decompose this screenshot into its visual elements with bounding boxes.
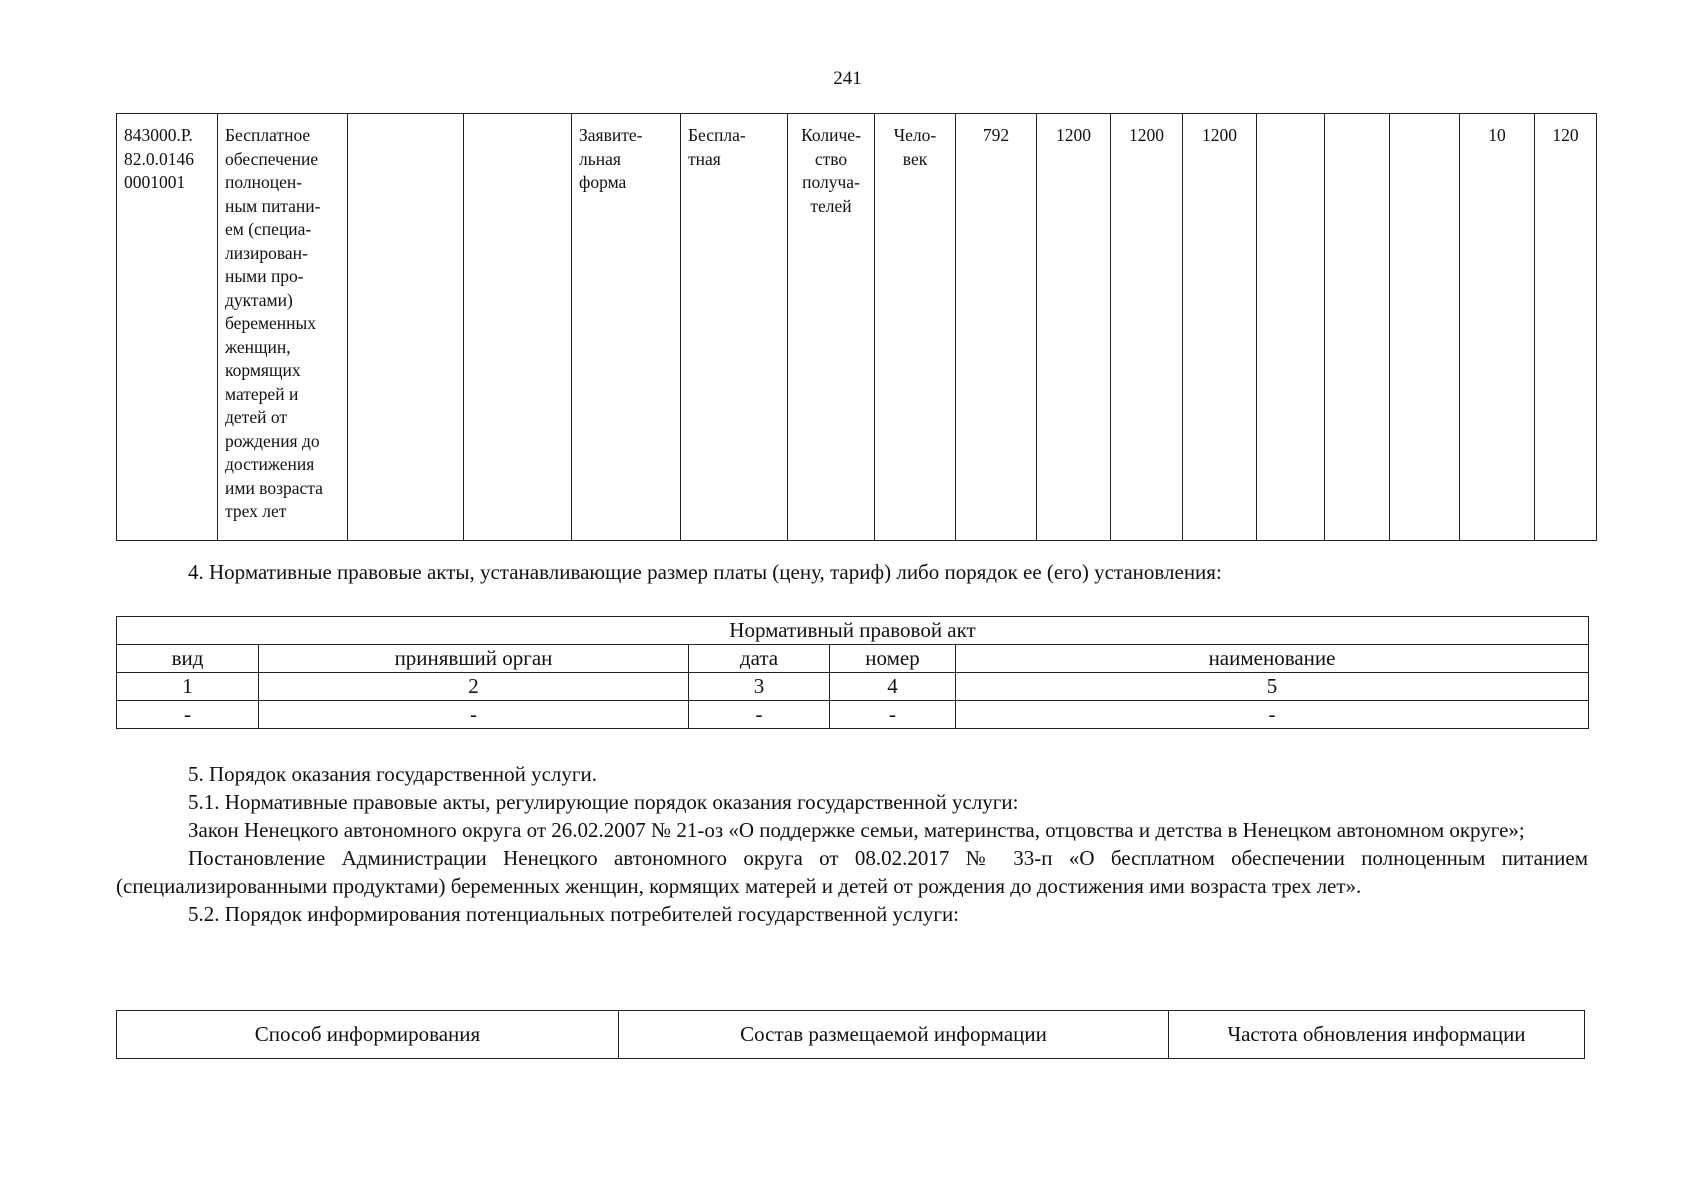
inform-header-content: Состав размещаемой информации <box>619 1011 1169 1059</box>
value-year-1-cell <box>1037 114 1111 541</box>
acts-header-title: наименование <box>956 645 1589 673</box>
empty-cell <box>1325 114 1390 541</box>
cell-line: 792 <box>982 125 1010 145</box>
cell-line: обеспечение <box>225 148 319 169</box>
acts-header-type: вид <box>117 645 259 673</box>
table-header-row <box>117 1011 1585 1059</box>
acts-header-authority: принявший орган <box>259 645 689 673</box>
law-paragraph-2: Постановление Администрации Ненецкого автономного округа от 08.02.2017 № 33-п «О бесплатном обеспечении полноценным питанием (специализированными продуктами) беременных женщин, кормящих матерей и детей от рождения до достижения ими возраста трех лет». <box>116 846 1588 898</box>
cell-line: матерей и <box>225 383 299 404</box>
deviation-percent-cell <box>1460 114 1535 541</box>
cell-line: льная <box>579 148 621 169</box>
informing-table <box>116 1010 1585 1059</box>
section-5-2-heading: 5.2. Порядок информирования потенциальных потребителей государственной услуги: <box>188 902 960 926</box>
cell-line: достижения <box>225 454 315 474</box>
cell-line: век <box>902 148 928 169</box>
cell-line: детей от <box>225 407 287 427</box>
cell-line: ство <box>814 148 848 169</box>
column-number: 1 <box>117 673 259 701</box>
empty-cell <box>1257 114 1325 541</box>
cell-line: Чело- <box>893 125 937 145</box>
inform-header-method: Способ информирования <box>117 1011 619 1059</box>
cell-line: получа- <box>802 172 860 192</box>
column-number: 5 <box>956 673 1589 701</box>
empty-cell <box>348 114 464 541</box>
table-header-row <box>117 645 1589 673</box>
value-year-3-cell <box>1183 114 1257 541</box>
service-table <box>116 113 1597 541</box>
indicator-name-cell <box>788 114 875 541</box>
cell-line: 10 <box>1488 125 1506 145</box>
cell-line: лизирован- <box>225 242 308 263</box>
service-code-cell <box>117 114 218 541</box>
cell-line: 1200 <box>1202 125 1237 145</box>
unit-code-cell <box>956 114 1037 541</box>
cell-line: Бесплатное <box>225 125 311 145</box>
cell-line: Заявите- <box>579 125 643 145</box>
table-cell: - <box>956 701 1589 729</box>
empty-cell <box>464 114 572 541</box>
table-number-row <box>117 673 1589 701</box>
cell-line: Беспла- <box>688 125 746 145</box>
table-cell: - <box>259 701 689 729</box>
cell-line: кормящих <box>225 360 301 380</box>
cell-line: ными про- <box>225 266 304 286</box>
cell-line: дуктами) <box>225 289 293 310</box>
unit-name-cell <box>875 114 956 541</box>
column-number: 2 <box>259 673 689 701</box>
cell-line: 843000.Р. <box>124 125 193 145</box>
value-year-2-cell <box>1111 114 1183 541</box>
section-5-heading: 5. Порядок оказания государственной услуги. <box>188 762 597 786</box>
cell-line: Количе- <box>801 125 861 145</box>
empty-cell <box>1390 114 1460 541</box>
cell-line: телей <box>810 195 852 216</box>
normative-acts-table <box>116 616 1589 729</box>
page-number: 241 <box>833 68 862 89</box>
table-cell: - <box>689 701 830 729</box>
cell-line: 120 <box>1552 125 1579 145</box>
deviation-absolute-cell <box>1535 114 1597 541</box>
service-form-cell <box>572 114 681 541</box>
cell-line: ем (специа- <box>225 219 312 239</box>
cell-line: женщин, <box>225 336 291 357</box>
column-number: 4 <box>830 673 956 701</box>
acts-header-number: номер <box>830 645 956 673</box>
section-5-1-heading: 5.1. Нормативные правовые акты, регулирующие порядок оказания государственной услуги: <box>188 790 1019 814</box>
inform-header-frequency: Частота обновления информации <box>1169 1011 1585 1059</box>
cell-line: беременных <box>225 313 317 333</box>
table-cell: - <box>830 701 956 729</box>
section-5-text <box>116 760 1588 928</box>
cell-line: 82.0.0146 <box>124 148 194 169</box>
cell-line: ими возраста <box>225 477 323 498</box>
cell-line: рождения до <box>225 430 320 451</box>
service-payment-cell <box>681 114 788 541</box>
section-4-heading: 4. Нормативные правовые акты, устанавливающие размер платы (цену, тариф) либо порядок ее (его) установления: <box>188 560 1222 584</box>
table-cell: - <box>117 701 259 729</box>
law-paragraph-1: Закон Ненецкого автономного округа от 26.02.2007 № 21-оз «О поддержке семьи, материнства, отцовства и детства в Ненецком автономном округе»; <box>188 818 1525 842</box>
cell-line: 1200 <box>1056 125 1091 145</box>
acts-group-header: Нормативный правовой акт <box>117 617 1589 645</box>
cell-line: 1200 <box>1129 125 1164 145</box>
cell-line: ным питани- <box>225 195 321 216</box>
cell-line: 0001001 <box>124 172 186 192</box>
service-table-row <box>117 114 1597 541</box>
cell-line: полноцен- <box>225 172 303 192</box>
table-header-row <box>117 617 1589 645</box>
table-row <box>117 701 1589 729</box>
cell-line: форма <box>579 172 627 192</box>
column-number: 3 <box>689 673 830 701</box>
cell-line: трех лет <box>225 501 287 521</box>
cell-line: тная <box>688 148 721 169</box>
service-name-cell <box>218 114 348 541</box>
acts-header-date: дата <box>689 645 830 673</box>
